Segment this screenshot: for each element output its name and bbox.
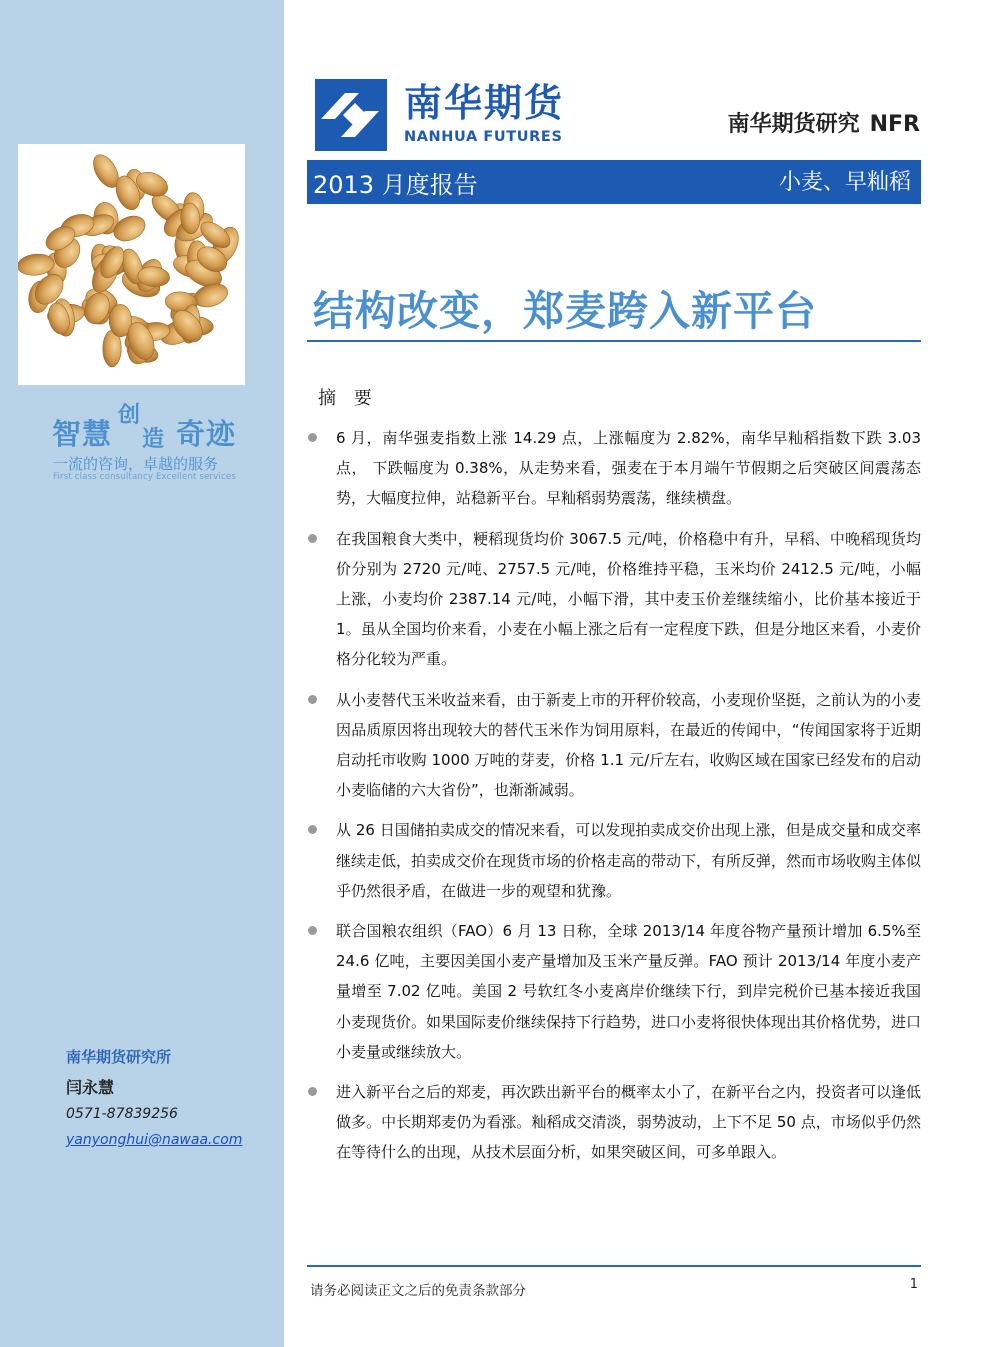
analyst-phone: 0571-87839256 — [66, 1106, 178, 1122]
nanhua-logo-icon — [315, 79, 387, 151]
tagline-chinese: 一流的咨询，卓越的服务 — [53, 455, 219, 473]
summary-list — [307, 423, 921, 1168]
summary-item-text: 6 月，南华强麦指数上涨 14.29 点，上涨幅度为 2.82%，南华早籼稻指数下跌 3.03 点， 下跌幅度为 0.38%，从走势来看，强麦在于本月端午节假期之后突破区间震荡态势，大幅度拉伸，站稳新平台。早籼稻弱势震荡，继续横盘。 — [336, 429, 921, 508]
bullet-dot-icon — [308, 926, 317, 935]
slogan-part-4: 奇迹 — [176, 417, 237, 451]
tagline-english: First class consultancy Excellent services — [53, 472, 236, 482]
report-category: 小麦、早籼稻 — [778, 170, 911, 195]
wheat-grain-image — [18, 144, 245, 385]
analyst-email-link[interactable]: yanyonghui@nawaa.com — [66, 1132, 243, 1148]
summary-item — [307, 423, 921, 514]
institute-name: 南华期货研究所 — [66, 1048, 172, 1066]
summary-item-text: 在我国粮食大类中，粳稻现货均价 3067.5 元/吨，价格稳中有升，早稻、中晚稻现货均价分别为 2720 元/吨、2757.5 元/吨，价格维持平稳，玉米均价 2412.5 元/吨，小幅上涨，小麦均价 2387.14 元/吨，小幅下滑，其中麦玉价差继续缩小，比价基本接近于 1。虽从全国均价来看，小麦在小幅上涨之后有一定程度下跌，但是分地区来看，小麦价格分化较为严重。 — [336, 529, 921, 669]
summary-item — [307, 815, 921, 906]
bullet-dot-icon — [308, 1087, 317, 1096]
logo-english-name: NANHUA FUTURES — [404, 129, 563, 145]
analyst-name: 闫永慧 — [66, 1078, 115, 1097]
slogan-part-3: 造 — [142, 427, 165, 452]
footer-disclaimer: 请务必阅读正文之后的免责条款部分 — [310, 1283, 526, 1299]
slogan-part-1: 智慧 — [52, 417, 113, 451]
analyst-contact — [66, 1046, 276, 1148]
summary-item-text: 联合国粮农组织（FAO）6 月 13 日称，全球 2013/14 年度谷物产量预计增加 6.5%至 24.6 亿吨，主要因美国小麦产量增加及玉米产量反弹。FAO 预计 2013/14 年度小麦产量增至 7.02 亿吨。美国 2 号软红冬小麦离岸价继续下行，到岸完税价已基本接近我国小麦现货价。如果国际麦价继续保持下行趋势，进口小麦将很快体现出其价格优势，进口小麦量或继续放大。 — [336, 922, 922, 1061]
summary-heading: 摘 要 — [318, 388, 378, 409]
research-label-text: 南华期货研究 — [727, 112, 860, 137]
logo-chinese-name: 南华期货 — [404, 81, 565, 125]
bullet-dot-icon — [308, 825, 317, 834]
slogan — [52, 398, 267, 458]
slogan-part-2: 创 — [118, 403, 141, 428]
summary-item — [307, 916, 921, 1067]
report-banner — [307, 160, 921, 204]
bullet-dot-icon — [308, 534, 317, 543]
summary-item-text: 进入新平台之后的郑麦，再次跌出新平台的概率太小了，在新平台之内，投资者可以逢低做多。中长期郑麦仍为看涨。籼稻成交清淡，弱势波动，上下不足 50 点，市场似乎仍然在等待什么的出现，从技术层面分析，如果突破区间，可多单跟入。 — [336, 1083, 922, 1162]
report-title: 结构改变，郑麦跨入新平台 — [313, 287, 817, 335]
summary-item — [307, 1077, 921, 1168]
research-code: NFR — [869, 112, 920, 137]
summary-item-text: 从 26 日国储拍卖成交的情况来看，可以发现拍卖成交价出现上涨，但是成交量和成交率继续走低，拍卖成交价在现货市场的价格走高的带动下，有所反弹，然而市场收购主体似乎仍然很矛盾，在做进一步的观望和犹豫。 — [336, 821, 922, 900]
bullet-dot-icon — [308, 695, 317, 704]
summary-item — [307, 524, 921, 675]
page-number: 1 — [909, 1277, 918, 1292]
bullet-dot-icon — [308, 433, 317, 442]
sidebar — [0, 0, 284, 1347]
footer-divider — [307, 1265, 921, 1267]
title-divider — [307, 340, 921, 342]
report-type: 2013 月度报告 — [313, 171, 478, 199]
summary-item — [307, 685, 921, 806]
summary-item-text: 从小麦替代玉米收益来看，由于新麦上市的开秤价较高，小麦现价坚挺，之前认为的小麦因品质原因将出现较大的替代玉米作为饲用原料，在最近的传闻中，“传闻国家将于近期启动托市收购 1000 万吨的芽麦，价格 1.1 元/斤左右，收购区域在国家已经发布的启动小麦临储的六大省份”，也渐渐减弱。 — [336, 690, 922, 800]
research-label — [728, 107, 920, 138]
